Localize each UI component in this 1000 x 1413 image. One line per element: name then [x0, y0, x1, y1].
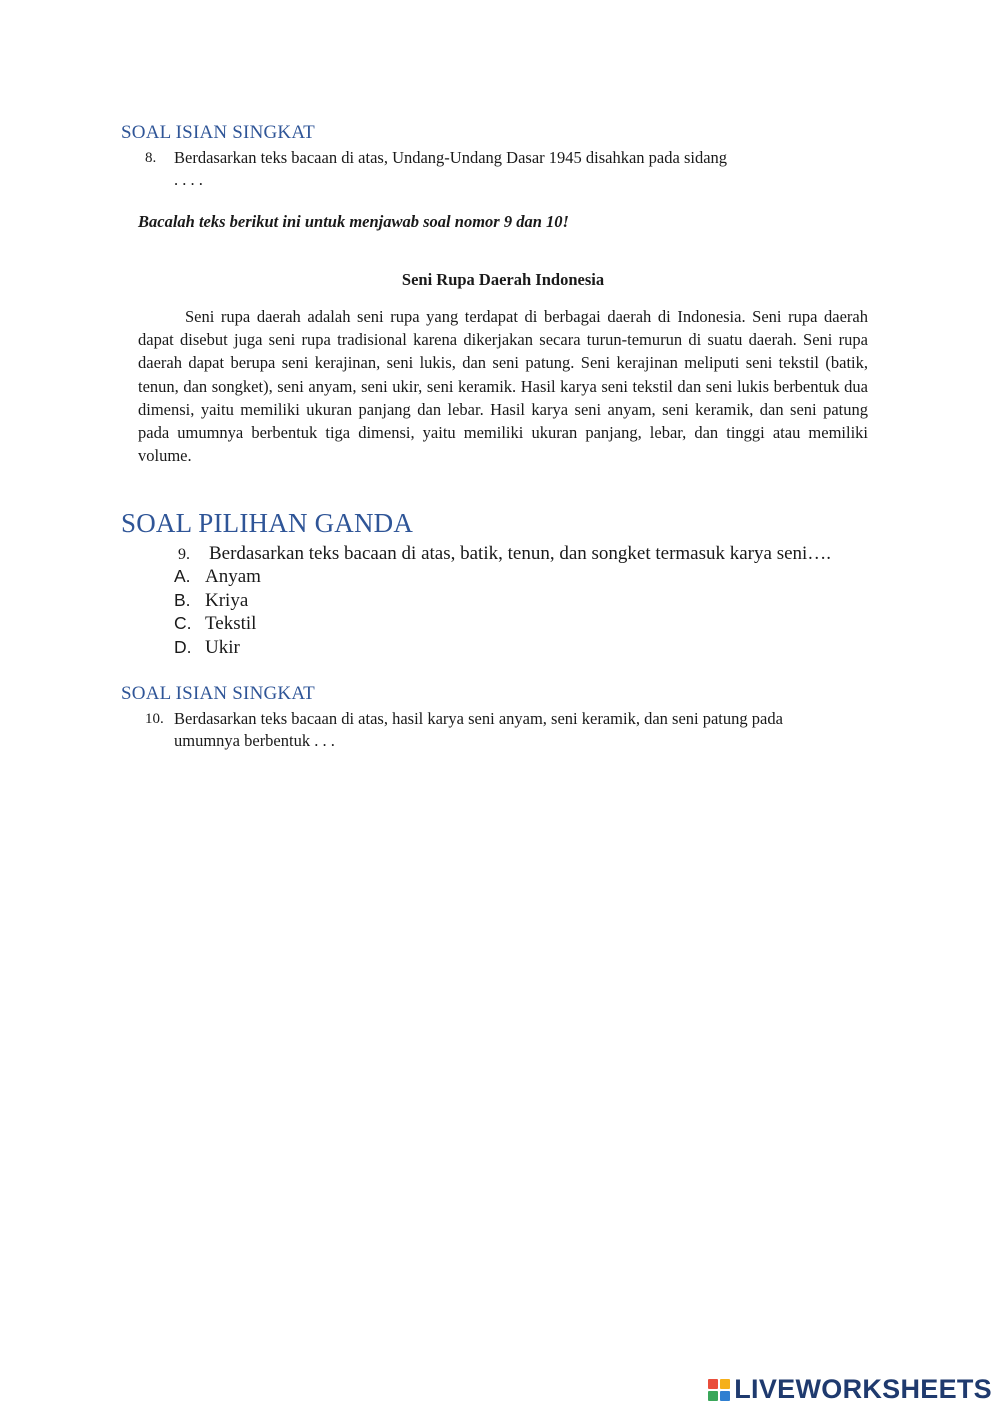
logo-blocks-icon: [708, 1379, 730, 1401]
option-text: Tekstil: [205, 613, 257, 634]
section-title-isian-singkat: SOAL ISIAN SINGKAT: [121, 122, 315, 143]
passage-body: Seni rupa daerah adalah seni rupa yang terdapat di berbagai daerah di Indonesia. Seni rupa daerah dapat disebut juga seni rupa tradisional karena dikerjakan secara turun-temurun di suatu daerah. Seni rupa daerah dapat berupa seni kerajinan, seni lukis, dan seni patung. Seni kerajinan meliputi seni tekstil (batik, tenun, dan songket), seni anyam, seni ukir, seni keramik. Hasil karya seni tekstil dan seni lukis berbentuk dua dimensi, yaitu memiliki ukuran panjang dan lebar. Hasil karya seni anyam, seni keramik, dan seni patung pada umumnya berbentuk tiga dimensi, yaitu memiliki ukuran panjang, lebar, dan tinggi atau memiliki volume.: [138, 307, 868, 466]
question-text-line2: . . . .: [174, 170, 203, 189]
question-text-line1: Berdasarkan teks bacaan di atas, hasil karya seni anyam, seni keramik, dan seni patung pada: [174, 709, 783, 728]
question-9: [178, 543, 831, 566]
question-text-line1: Berdasarkan teks bacaan di atas, Undang-Undang Dasar 1945 disahkan pada sidang: [174, 148, 728, 167]
section-title-pilihan-ganda: SOAL PILIHAN GANDA: [121, 508, 414, 538]
answer-options: [174, 565, 261, 659]
question-number: 10.: [145, 711, 164, 727]
option-letter: C.: [174, 613, 192, 633]
option-text: Ukir: [205, 636, 240, 658]
reading-instruction: Bacalah teks berikut ini untuk menjawab soal nomor 9 dan 10!: [138, 212, 569, 231]
option-b[interactable]: [174, 589, 261, 613]
logo-block: [708, 1391, 718, 1401]
section-title-isian-singkat-2: SOAL ISIAN SINGKAT: [121, 683, 315, 704]
question-10: [145, 708, 865, 752]
logo-block: [720, 1391, 730, 1401]
option-a[interactable]: [174, 565, 261, 589]
option-c[interactable]: [174, 612, 261, 636]
question-text-line2: umumnya berbentuk . . .: [174, 731, 335, 750]
question-number: 8.: [145, 150, 157, 166]
logo-block: [720, 1379, 730, 1389]
question-number: 9.: [178, 546, 190, 563]
logo-block: [708, 1379, 718, 1389]
liveworksheets-logo: [708, 1374, 992, 1405]
option-letter: D.: [174, 636, 192, 657]
option-d[interactable]: [174, 636, 261, 660]
question-8: [145, 147, 845, 191]
question-text: Berdasarkan teks bacaan di atas, batik, tenun, dan songket termasuk karya seni….: [209, 543, 832, 564]
option-text: Anyam: [205, 566, 261, 587]
passage-title: Seni Rupa Daerah Indonesia: [401, 270, 605, 289]
logo-text: LIVEWORKSHEETS: [734, 1374, 992, 1404]
option-text: Kriya: [205, 589, 249, 611]
option-letter: B.: [174, 589, 191, 610]
option-letter: A.: [174, 566, 191, 586]
